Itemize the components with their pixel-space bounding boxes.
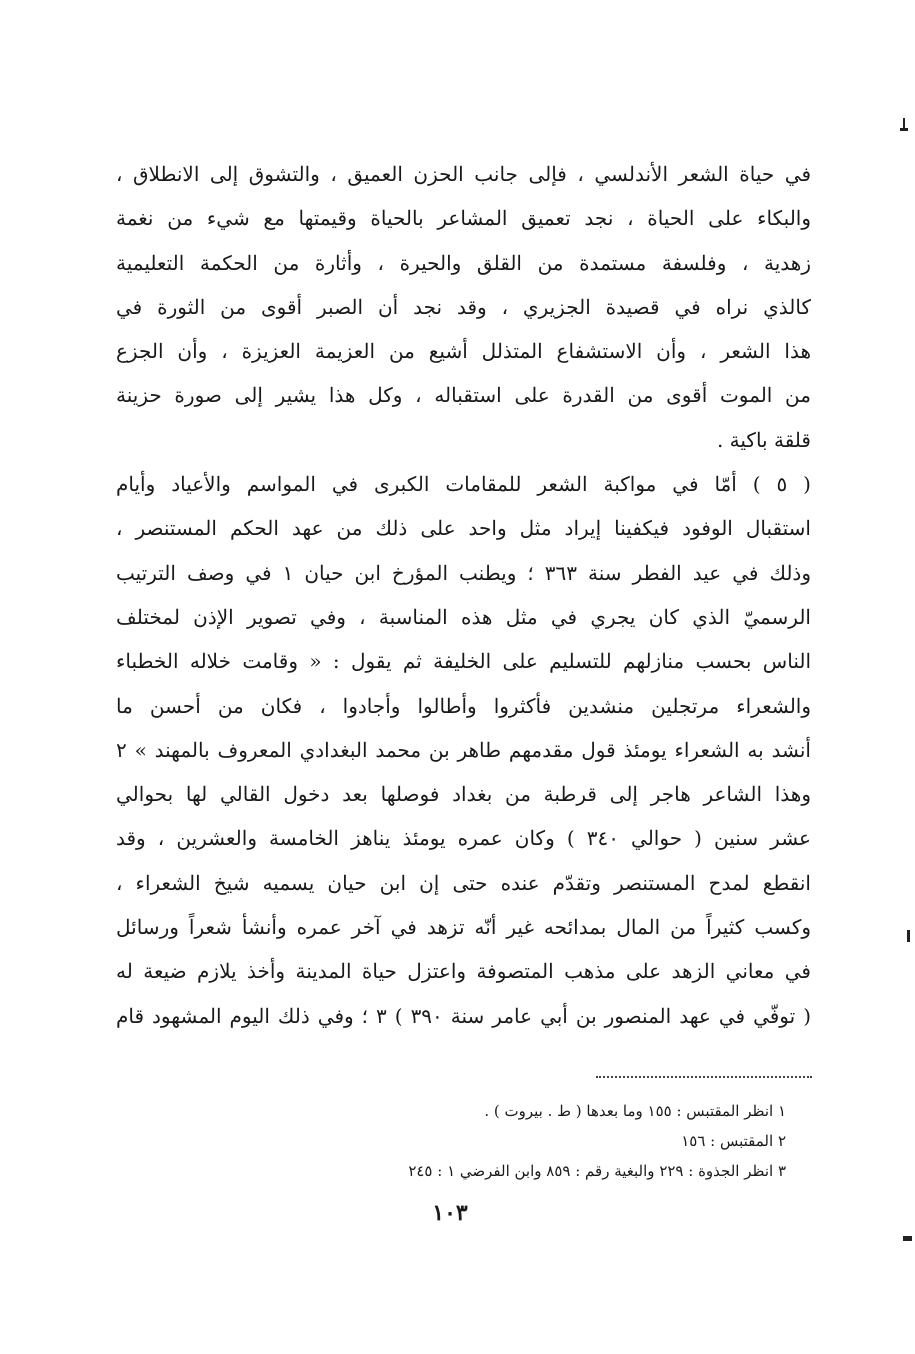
text-line: وهذا الشاعر هاجر إلى قرطبة من بغداد فوصلها بعد دخول القالي لها بحوالي [116,782,811,807]
text-line: في حياة الشعر الأندلسي ، فإلى جانب الحزن العميق ، والتشوق إلى الانطلاق ، [116,162,811,186]
footnote: ٢ المقتبس : ١٥٦ [681,1132,786,1150]
page-number: ١٠٣ [432,1200,468,1226]
footnotes [116,1096,786,1186]
text-line: الناس بحسب منازلهم للتسليم على الخليفة ثم يقول : « وقامت خلاله الخطباء [116,649,811,674]
text-line: كالذي نراه في قصيدة الجزيري ، وقد نجد أن الصبر أقوى من الثورة في [116,294,811,319]
text-line: انقطع لمدح المستنصر وتقدّم عنده حتى إن ابن حيان يسميه شيخ الشعراء ، [116,870,811,895]
footnote: ١ انظر المقتبس : ١٥٥ وما بعدها ( ط . بيروت ) . [484,1102,786,1120]
text-line: ( توفّي في عهد المنصور بن أبي عامر سنة ٣٩٠ ) ٣ ؛ وفي ذلك اليوم المشهود قام [116,1003,811,1028]
text-line: هذا الشعر ، وأن الاستشفاع المتذلل أشيع من العزيمة العزيزة ، وأن الجزع [116,339,811,364]
text-line: أنشد به الشعراء يومئذ قول مقدمهم طاهر بن محمد البغدادي المعروف بالمهند » ٢ [116,737,811,762]
edge-mark-top-tick [903,118,905,128]
text-line: قلقة باكية . [716,427,811,452]
footnote-separator [596,1076,812,1078]
text-line: من الموت أقوى من القدرة على استقباله ، وكل هذا يشير إلى صورة حزينة [116,383,811,408]
text-line: والبكاء على الحياة ، نجد تعميق المشاعر بالحياة وقيمتها مع شيء من نغمة [116,206,811,231]
text-line: الرسميّ الذي كان يجري في مثل هذه المناسبة ، وفي تصوير الإذن لمختلف [116,604,811,629]
text-line: وكسب كثيراً من المال بمدائحه غير أنّه تزهد في آخر عمره وأنشأ شعراً ورسائل [116,915,811,940]
text-line: استقبال الوفود فيكفينا إيراد مثل واحد على ذلك من عهد الحكم المستنصر ، [116,516,811,541]
text-line: وذلك في عيد الفطر سنة ٣٦٣ ؛ ويطنب المؤرخ ابن حيان ١ في وصف الترتيب [116,560,811,585]
text-line: والشعراء مرتجلين منشدين فأكثروا وأطالوا وأجادوا ، فكان من أحسن ما [116,693,811,718]
text-line: زهدية ، وفلسفة مستمدة من القلق والحيرة ، وأثارة من الحكمة التعليمية [116,250,811,275]
footnote: ٣ انظر الجذوة : ٢٢٩ والبغية رقم : ٨٥٩ وابن الفرضي ١ : ٢٤٥ [408,1162,786,1180]
edge-mark-bottom [903,1236,912,1241]
main-text [116,152,811,1038]
edge-mark-middle [907,930,910,942]
edge-mark-top [900,128,908,131]
text-line: عشر سنين ( حوالي ٣٤٠ ) وكان عمره يومئذ يناهز الخامسة والعشرين ، وقد [116,826,811,851]
text-line: في معاني الزهد على مذهب المتصوفة واعتزل حياة المدينة وأخذ يلازم ضيعة له [116,959,811,984]
text-line: ( ٥ ) أمّا في مواكبة الشعر للمقامات الكبرى في المواسم والأعياد وأيام [116,472,811,497]
